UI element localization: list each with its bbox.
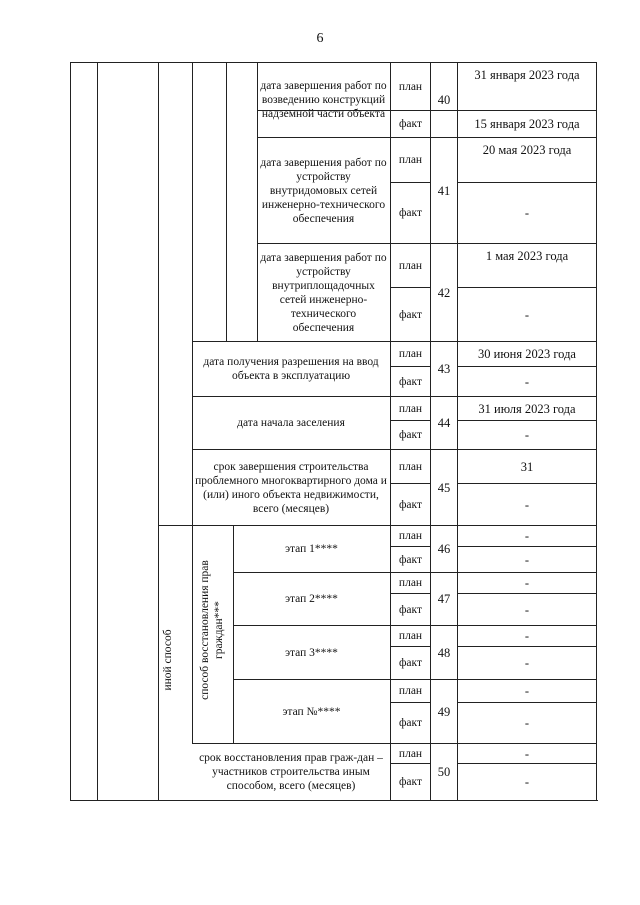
row-number: 42 [437, 285, 451, 300]
row-description: дата начала заселения [237, 417, 345, 429]
row-description: этап 1**** [285, 543, 338, 555]
plan-label: план [398, 154, 423, 166]
plan-label: план [398, 80, 423, 93]
row-description: этап 3**** [285, 646, 338, 659]
plan-value: 31 января 2023 года [474, 68, 580, 82]
fact-value: - [524, 775, 530, 789]
row-description: срок завершения строительства проблемного многоквартирного дома и (или) иного объекта недвижимости, всего (месяцев) [195, 460, 387, 515]
table-rule [97, 62, 98, 801]
fact-value: - [524, 497, 530, 512]
fact-label: факт [398, 657, 423, 669]
table-rule [233, 525, 234, 744]
vertical-label-restoration-method: способ восстановления прав граждан*** [199, 560, 225, 700]
row-number: 43 [437, 362, 451, 376]
plan-label: план [398, 685, 423, 697]
fact-value: - [524, 602, 530, 617]
plan-label: план [398, 402, 423, 415]
plan-label: план [398, 747, 423, 760]
fact-label: факт [398, 776, 423, 788]
fact-label: факт [398, 429, 423, 441]
fact-label: факт [398, 375, 423, 388]
plan-value: - [524, 576, 530, 590]
row-number: 40 [437, 93, 451, 107]
table-rule [192, 525, 193, 744]
plan-value: - [524, 529, 530, 543]
fact-value: - [524, 656, 530, 670]
fact-value: - [524, 374, 530, 389]
fact-value: - [524, 206, 530, 220]
row-description: дата завершения работ по устройству внутриплощадочных сетей инженерно-технического обеспечения [260, 251, 387, 334]
row-description: дата получения разрешения на ввод объекта в эксплуатацию [203, 356, 379, 382]
fact-value: - [524, 552, 530, 567]
plan-value: 31 июля 2023 года [478, 401, 576, 416]
row-number: 50 [437, 765, 451, 779]
plan-value: 20 мая 2023 года [482, 143, 572, 157]
table-rule [192, 62, 193, 526]
fact-value: - [524, 716, 530, 730]
plan-value: 31 [520, 459, 534, 474]
row-number: 45 [437, 480, 451, 495]
fact-value: - [524, 307, 530, 322]
plan-value: - [524, 746, 530, 761]
plan-value: - [524, 684, 530, 698]
plan-value: 30 июня 2023 года [478, 347, 576, 361]
fact-label: факт [398, 553, 423, 566]
fact-label: факт [398, 717, 423, 729]
page-number: 6 [316, 31, 324, 46]
row-number: 49 [437, 704, 451, 719]
plan-value: 1 мая 2023 года [485, 249, 569, 263]
plan-label: план [398, 577, 423, 589]
table-left-border [70, 62, 71, 801]
fact-label: факт [398, 308, 423, 321]
row-number: 48 [437, 645, 451, 660]
row-description: дата завершения работ по возведению конструкций надземной части объекта [260, 80, 387, 120]
table-bottom-border [70, 800, 598, 801]
row-description: этап №**** [282, 705, 341, 718]
table-right-border [596, 62, 597, 801]
plan-label: план [398, 630, 423, 642]
vertical-label-other-method: иной способ [162, 629, 174, 691]
fact-label: факт [398, 498, 423, 511]
plan-value: - [524, 629, 530, 643]
fact-value: 15 января 2023 года [474, 117, 580, 131]
table-rule [158, 62, 159, 801]
row-description: срок восстановления прав граж-дан – участников строительства иным способом, всего (месяцев) [199, 752, 383, 792]
row-description: дата завершения работ по устройству внутридомовых сетей инженерно-технического обеспечения [260, 156, 387, 225]
table-rule [257, 62, 258, 342]
fact-label: факт [398, 603, 423, 616]
plan-label: план [398, 348, 423, 360]
row-number: 41 [437, 183, 451, 198]
plan-label: план [398, 259, 423, 272]
fact-label: факт [398, 207, 423, 219]
row-description: этап 2**** [285, 593, 338, 605]
fact-value: - [524, 428, 530, 442]
table-rule [226, 62, 227, 342]
row-number: 47 [437, 592, 451, 606]
row-number: 44 [437, 416, 451, 430]
plan-label: план [398, 530, 423, 542]
row-number: 46 [437, 542, 451, 556]
plan-label: план [398, 460, 423, 473]
fact-label: факт [398, 118, 423, 130]
